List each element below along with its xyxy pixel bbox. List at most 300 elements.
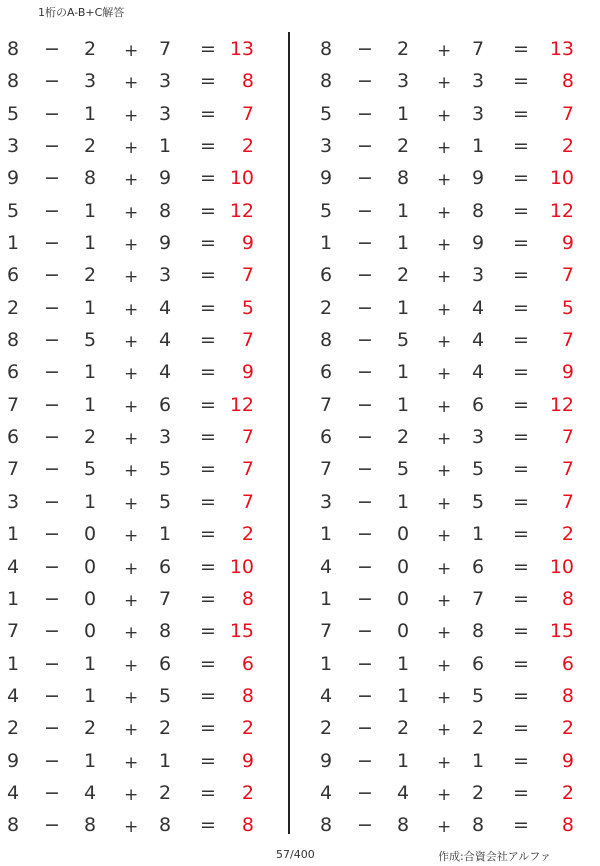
operand-a: 7 bbox=[7, 393, 20, 416]
plus-sign: + bbox=[437, 817, 452, 838]
answer: 5 bbox=[241, 296, 254, 319]
operand-a: 7 bbox=[7, 620, 20, 643]
equals-sign: = bbox=[513, 167, 529, 190]
minus-sign: − bbox=[357, 393, 373, 416]
minus-sign: − bbox=[44, 167, 60, 190]
operand-b: 0 bbox=[397, 587, 410, 610]
equation-row bbox=[318, 552, 588, 584]
answer: 2 bbox=[241, 523, 254, 546]
operand-c: 1 bbox=[159, 523, 172, 546]
equals-sign: = bbox=[513, 490, 529, 513]
equation-row bbox=[0, 778, 270, 810]
operand-a: 1 bbox=[7, 652, 20, 675]
operand-b: 4 bbox=[84, 781, 97, 804]
operand-b: 0 bbox=[397, 620, 410, 643]
operand-a: 8 bbox=[7, 814, 20, 837]
minus-sign: − bbox=[44, 555, 60, 578]
operand-a: 3 bbox=[7, 135, 20, 158]
equals-sign: = bbox=[200, 587, 216, 610]
operand-b: 1 bbox=[397, 232, 410, 255]
equation-row bbox=[318, 746, 588, 778]
equals-sign: = bbox=[200, 38, 216, 60]
plus-sign: + bbox=[437, 105, 452, 126]
equals-sign: = bbox=[200, 135, 216, 158]
answer: 13 bbox=[229, 38, 254, 60]
operand-a: 9 bbox=[320, 167, 333, 190]
answer: 7 bbox=[241, 458, 254, 481]
page-title: 1桁のA-B+C解答 bbox=[38, 6, 125, 19]
answer: 9 bbox=[561, 749, 574, 772]
minus-sign: − bbox=[357, 620, 373, 643]
operand-c: 8 bbox=[159, 199, 172, 222]
operand-c: 4 bbox=[472, 329, 485, 352]
operand-b: 1 bbox=[84, 393, 97, 416]
operand-b: 1 bbox=[84, 296, 97, 319]
minus-sign: − bbox=[44, 232, 60, 255]
minus-sign: − bbox=[44, 393, 60, 416]
plus-sign: + bbox=[437, 138, 452, 159]
operand-c: 8 bbox=[472, 620, 485, 643]
minus-sign: − bbox=[357, 555, 373, 578]
answer: 15 bbox=[549, 620, 574, 643]
equation-row bbox=[0, 584, 270, 616]
operand-a: 4 bbox=[7, 555, 20, 578]
operand-a: 6 bbox=[7, 264, 20, 287]
equals-sign: = bbox=[513, 135, 529, 158]
operand-b: 0 bbox=[397, 555, 410, 578]
operand-c: 7 bbox=[472, 38, 485, 60]
operand-a: 9 bbox=[320, 749, 333, 772]
equals-sign: = bbox=[200, 684, 216, 707]
operand-a: 1 bbox=[7, 232, 20, 255]
operand-b: 5 bbox=[84, 458, 97, 481]
operand-b: 2 bbox=[397, 426, 410, 449]
answer: 7 bbox=[561, 426, 574, 449]
operand-c: 5 bbox=[472, 490, 485, 513]
operand-a: 6 bbox=[7, 426, 20, 449]
equals-sign: = bbox=[513, 587, 529, 610]
minus-sign: − bbox=[44, 264, 60, 287]
operand-c: 4 bbox=[159, 361, 172, 384]
minus-sign: − bbox=[44, 620, 60, 643]
plus-sign: + bbox=[124, 784, 139, 805]
answer: 13 bbox=[549, 38, 574, 60]
answer: 9 bbox=[561, 361, 574, 384]
answer: 8 bbox=[241, 814, 254, 837]
plus-sign: + bbox=[124, 461, 139, 482]
plus-sign: + bbox=[124, 202, 139, 223]
operand-b: 0 bbox=[84, 620, 97, 643]
equals-sign: = bbox=[200, 264, 216, 287]
equation-row bbox=[0, 422, 270, 454]
equals-sign: = bbox=[200, 102, 216, 125]
operand-a: 3 bbox=[320, 135, 333, 158]
equation-row bbox=[0, 260, 270, 292]
equation-row bbox=[0, 196, 270, 228]
operand-a: 6 bbox=[320, 264, 333, 287]
plus-sign: + bbox=[124, 299, 139, 320]
plus-sign: + bbox=[124, 267, 139, 288]
answer: 8 bbox=[241, 684, 254, 707]
answer: 10 bbox=[229, 167, 254, 190]
equation-row bbox=[318, 66, 588, 98]
operand-b: 1 bbox=[397, 490, 410, 513]
operand-b: 0 bbox=[84, 555, 97, 578]
minus-sign: − bbox=[357, 135, 373, 158]
operand-a: 8 bbox=[7, 38, 20, 60]
plus-sign: + bbox=[124, 558, 139, 579]
operand-a: 2 bbox=[320, 296, 333, 319]
plus-sign: + bbox=[124, 73, 139, 94]
operand-b: 1 bbox=[84, 749, 97, 772]
equals-sign: = bbox=[513, 393, 529, 416]
operand-a: 1 bbox=[320, 523, 333, 546]
operand-b: 1 bbox=[397, 296, 410, 319]
equation-row bbox=[0, 519, 270, 551]
minus-sign: − bbox=[44, 296, 60, 319]
operand-b: 2 bbox=[397, 717, 410, 740]
minus-sign: − bbox=[357, 264, 373, 287]
equals-sign: = bbox=[513, 781, 529, 804]
plus-sign: + bbox=[437, 720, 452, 741]
plus-sign: + bbox=[124, 138, 139, 159]
operand-a: 7 bbox=[320, 620, 333, 643]
minus-sign: − bbox=[357, 717, 373, 740]
equals-sign: = bbox=[200, 296, 216, 319]
answer: 7 bbox=[561, 458, 574, 481]
equation-row bbox=[318, 357, 588, 389]
equation-row bbox=[0, 131, 270, 163]
operand-c: 8 bbox=[159, 814, 172, 837]
minus-sign: − bbox=[357, 361, 373, 384]
answer: 7 bbox=[561, 329, 574, 352]
answer: 9 bbox=[241, 749, 254, 772]
minus-sign: − bbox=[44, 781, 60, 804]
minus-sign: − bbox=[357, 652, 373, 675]
equation-row bbox=[0, 454, 270, 486]
answer: 8 bbox=[241, 70, 254, 93]
operand-a: 9 bbox=[7, 749, 20, 772]
operand-c: 4 bbox=[159, 296, 172, 319]
operand-a: 9 bbox=[7, 167, 20, 190]
author-credit: 作成:合資会社アルファ bbox=[438, 850, 552, 863]
equation-row bbox=[0, 34, 270, 66]
operand-b: 3 bbox=[84, 70, 97, 93]
equation-row bbox=[0, 552, 270, 584]
minus-sign: − bbox=[357, 296, 373, 319]
equals-sign: = bbox=[200, 393, 216, 416]
operand-c: 9 bbox=[159, 232, 172, 255]
plus-sign: + bbox=[437, 396, 452, 417]
equals-sign: = bbox=[513, 426, 529, 449]
minus-sign: − bbox=[357, 199, 373, 222]
operand-c: 5 bbox=[159, 490, 172, 513]
operand-b: 2 bbox=[397, 135, 410, 158]
operand-b: 8 bbox=[84, 167, 97, 190]
equals-sign: = bbox=[513, 329, 529, 352]
problem-column-right bbox=[318, 34, 588, 843]
operand-c: 4 bbox=[159, 329, 172, 352]
operand-c: 5 bbox=[472, 684, 485, 707]
minus-sign: − bbox=[357, 167, 373, 190]
answer: 2 bbox=[561, 717, 574, 740]
plus-sign: + bbox=[437, 558, 452, 579]
operand-c: 8 bbox=[472, 814, 485, 837]
operand-a: 1 bbox=[320, 587, 333, 610]
operand-b: 2 bbox=[84, 264, 97, 287]
operand-c: 2 bbox=[159, 717, 172, 740]
page-number: 57/400 bbox=[276, 848, 315, 861]
answer: 9 bbox=[241, 232, 254, 255]
minus-sign: − bbox=[357, 232, 373, 255]
minus-sign: − bbox=[357, 426, 373, 449]
answer: 7 bbox=[561, 264, 574, 287]
operand-b: 8 bbox=[84, 814, 97, 837]
equals-sign: = bbox=[200, 620, 216, 643]
equation-row bbox=[318, 325, 588, 357]
equation-row bbox=[0, 746, 270, 778]
operand-c: 9 bbox=[472, 232, 485, 255]
equation-row bbox=[0, 649, 270, 681]
operand-c: 4 bbox=[472, 296, 485, 319]
equation-row bbox=[318, 649, 588, 681]
equation-row bbox=[318, 810, 588, 842]
minus-sign: − bbox=[44, 587, 60, 610]
operand-b: 1 bbox=[84, 199, 97, 222]
answer: 8 bbox=[561, 814, 574, 837]
operand-c: 1 bbox=[159, 135, 172, 158]
operand-c: 6 bbox=[159, 393, 172, 416]
answer: 12 bbox=[549, 393, 574, 416]
answer: 7 bbox=[241, 264, 254, 287]
operand-b: 0 bbox=[84, 587, 97, 610]
minus-sign: − bbox=[357, 102, 373, 125]
equals-sign: = bbox=[513, 523, 529, 546]
operand-c: 2 bbox=[472, 717, 485, 740]
answer: 2 bbox=[241, 781, 254, 804]
equals-sign: = bbox=[513, 264, 529, 287]
equation-row bbox=[0, 713, 270, 745]
plus-sign: + bbox=[437, 461, 452, 482]
equation-row bbox=[318, 422, 588, 454]
operand-c: 3 bbox=[159, 426, 172, 449]
operand-b: 1 bbox=[397, 361, 410, 384]
operand-a: 3 bbox=[7, 490, 20, 513]
operand-b: 2 bbox=[84, 717, 97, 740]
plus-sign: + bbox=[124, 687, 139, 708]
operand-b: 1 bbox=[397, 199, 410, 222]
plus-sign: + bbox=[437, 267, 452, 288]
answer: 6 bbox=[561, 652, 574, 675]
operand-b: 1 bbox=[397, 102, 410, 125]
plus-sign: + bbox=[124, 526, 139, 547]
answer: 7 bbox=[241, 490, 254, 513]
minus-sign: − bbox=[44, 426, 60, 449]
operand-c: 8 bbox=[159, 620, 172, 643]
plus-sign: + bbox=[124, 105, 139, 126]
problem-column-left bbox=[0, 34, 270, 843]
operand-c: 7 bbox=[472, 587, 485, 610]
plus-sign: + bbox=[124, 493, 139, 514]
operand-b: 1 bbox=[84, 361, 97, 384]
answer: 9 bbox=[561, 232, 574, 255]
operand-c: 2 bbox=[159, 781, 172, 804]
plus-sign: + bbox=[437, 299, 452, 320]
equals-sign: = bbox=[200, 781, 216, 804]
equation-row bbox=[318, 713, 588, 745]
operand-a: 1 bbox=[7, 523, 20, 546]
minus-sign: − bbox=[44, 814, 60, 837]
equation-row bbox=[318, 293, 588, 325]
answer: 2 bbox=[561, 523, 574, 546]
operand-b: 0 bbox=[397, 523, 410, 546]
operand-c: 2 bbox=[472, 781, 485, 804]
plus-sign: + bbox=[437, 364, 452, 385]
equals-sign: = bbox=[200, 717, 216, 740]
operand-c: 5 bbox=[159, 458, 172, 481]
operand-c: 3 bbox=[472, 102, 485, 125]
answer: 2 bbox=[241, 135, 254, 158]
plus-sign: + bbox=[437, 752, 452, 773]
operand-a: 6 bbox=[7, 361, 20, 384]
minus-sign: − bbox=[357, 329, 373, 352]
equation-row bbox=[318, 487, 588, 519]
operand-c: 6 bbox=[159, 555, 172, 578]
operand-b: 1 bbox=[84, 490, 97, 513]
equation-row bbox=[318, 519, 588, 551]
plus-sign: + bbox=[437, 332, 452, 353]
operand-b: 1 bbox=[397, 393, 410, 416]
operand-c: 6 bbox=[472, 393, 485, 416]
operand-b: 2 bbox=[397, 264, 410, 287]
equation-row bbox=[318, 454, 588, 486]
plus-sign: + bbox=[437, 590, 452, 611]
equals-sign: = bbox=[200, 426, 216, 449]
equals-sign: = bbox=[200, 523, 216, 546]
answer: 7 bbox=[241, 426, 254, 449]
equals-sign: = bbox=[513, 684, 529, 707]
operand-a: 2 bbox=[7, 717, 20, 740]
minus-sign: − bbox=[44, 490, 60, 513]
operand-a: 4 bbox=[7, 781, 20, 804]
operand-b: 3 bbox=[397, 70, 410, 93]
operand-a: 6 bbox=[320, 426, 333, 449]
minus-sign: − bbox=[44, 329, 60, 352]
minus-sign: − bbox=[44, 652, 60, 675]
operand-c: 3 bbox=[159, 70, 172, 93]
minus-sign: − bbox=[357, 814, 373, 837]
operand-b: 5 bbox=[397, 329, 410, 352]
minus-sign: − bbox=[44, 38, 60, 60]
answer: 8 bbox=[241, 587, 254, 610]
operand-a: 5 bbox=[7, 102, 20, 125]
operand-b: 1 bbox=[84, 102, 97, 125]
operand-b: 1 bbox=[397, 652, 410, 675]
operand-b: 2 bbox=[397, 38, 410, 60]
operand-a: 3 bbox=[320, 490, 333, 513]
equals-sign: = bbox=[200, 199, 216, 222]
operand-b: 1 bbox=[397, 684, 410, 707]
equals-sign: = bbox=[513, 620, 529, 643]
minus-sign: − bbox=[357, 458, 373, 481]
operand-a: 4 bbox=[320, 781, 333, 804]
operand-a: 2 bbox=[320, 717, 333, 740]
operand-c: 6 bbox=[159, 652, 172, 675]
minus-sign: − bbox=[357, 490, 373, 513]
operand-c: 1 bbox=[159, 749, 172, 772]
operand-a: 7 bbox=[7, 458, 20, 481]
answer: 2 bbox=[561, 781, 574, 804]
operand-b: 2 bbox=[84, 135, 97, 158]
answer: 10 bbox=[549, 555, 574, 578]
operand-b: 4 bbox=[397, 781, 410, 804]
operand-c: 7 bbox=[159, 587, 172, 610]
plus-sign: + bbox=[437, 41, 452, 61]
equals-sign: = bbox=[513, 555, 529, 578]
operand-b: 8 bbox=[397, 814, 410, 837]
equals-sign: = bbox=[200, 232, 216, 255]
plus-sign: + bbox=[124, 752, 139, 773]
equals-sign: = bbox=[200, 167, 216, 190]
equation-row bbox=[318, 778, 588, 810]
minus-sign: − bbox=[357, 749, 373, 772]
operand-c: 8 bbox=[472, 199, 485, 222]
operand-a: 5 bbox=[320, 102, 333, 125]
equals-sign: = bbox=[200, 749, 216, 772]
operand-c: 6 bbox=[472, 555, 485, 578]
operand-a: 1 bbox=[7, 587, 20, 610]
operand-c: 4 bbox=[472, 361, 485, 384]
answer: 8 bbox=[561, 70, 574, 93]
plus-sign: + bbox=[124, 590, 139, 611]
operand-a: 4 bbox=[320, 555, 333, 578]
minus-sign: − bbox=[44, 361, 60, 384]
operand-a: 8 bbox=[320, 814, 333, 837]
operand-b: 8 bbox=[397, 167, 410, 190]
operand-b: 1 bbox=[84, 652, 97, 675]
answer: 8 bbox=[561, 684, 574, 707]
minus-sign: − bbox=[44, 70, 60, 93]
operand-a: 4 bbox=[320, 684, 333, 707]
operand-a: 6 bbox=[320, 361, 333, 384]
equation-row bbox=[318, 34, 588, 66]
equals-sign: = bbox=[513, 296, 529, 319]
answer: 10 bbox=[549, 167, 574, 190]
operand-a: 8 bbox=[320, 38, 333, 60]
equation-row bbox=[318, 228, 588, 260]
answer: 10 bbox=[229, 555, 254, 578]
equation-row bbox=[0, 357, 270, 389]
operand-b: 1 bbox=[84, 684, 97, 707]
operand-c: 9 bbox=[472, 167, 485, 190]
operand-c: 1 bbox=[472, 749, 485, 772]
answer: 9 bbox=[241, 361, 254, 384]
plus-sign: + bbox=[124, 332, 139, 353]
operand-c: 6 bbox=[472, 652, 485, 675]
answer: 12 bbox=[229, 199, 254, 222]
minus-sign: − bbox=[44, 717, 60, 740]
equation-row bbox=[0, 390, 270, 422]
equation-row bbox=[318, 616, 588, 648]
equation-row bbox=[318, 681, 588, 713]
equation-row bbox=[0, 228, 270, 260]
minus-sign: − bbox=[357, 70, 373, 93]
equals-sign: = bbox=[513, 70, 529, 93]
equals-sign: = bbox=[513, 814, 529, 837]
operand-a: 7 bbox=[320, 393, 333, 416]
plus-sign: + bbox=[124, 235, 139, 256]
plus-sign: + bbox=[437, 493, 452, 514]
